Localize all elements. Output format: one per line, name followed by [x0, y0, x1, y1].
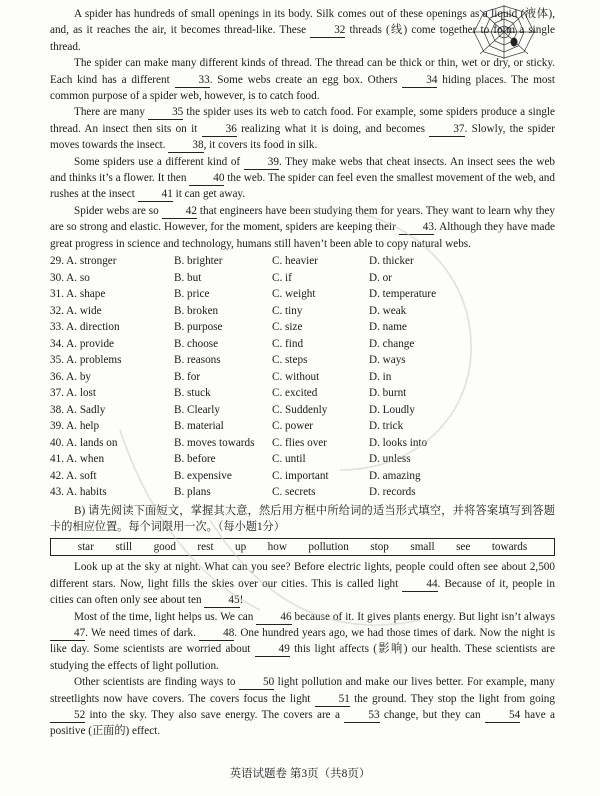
option-c: C. excited	[272, 387, 318, 400]
blank-51: 51	[315, 693, 350, 707]
option-b: B. choose	[174, 337, 219, 350]
text-segment: . Although they have made great progress in science and technology, humans still haven’t been able to copy natural webs.	[50, 221, 556, 250]
option-c: C. heavier	[272, 255, 318, 268]
option-a: 35. A. problems	[50, 354, 122, 367]
b-paragraph-3	[50, 674, 555, 740]
blank-33: 33	[175, 74, 210, 88]
option-b: B. Clearly	[174, 403, 220, 416]
option-b: B. price	[174, 288, 210, 301]
text-segment: !	[239, 594, 244, 607]
option-b: B. stuck	[174, 387, 211, 400]
text-segment: . Slowly, the spider moves towards the insect.	[50, 122, 555, 152]
option-b: B. plans	[174, 486, 211, 499]
page-footer: 英语试题卷 第3页（共8页）	[229, 768, 371, 780]
blank-41: 41	[138, 188, 173, 202]
text-segment: it can get away.	[172, 188, 246, 201]
paragraph-4	[50, 154, 555, 203]
option-a: 36. A. by	[50, 370, 92, 383]
option-c: C. size	[272, 321, 303, 334]
option-b: B. but	[174, 271, 202, 284]
word-box-item: up	[235, 541, 247, 554]
text-segment: that engineers have been studying them for years. They want to learn why they are so strong and elastic. However, for the moment, spiders are keeping their	[50, 204, 555, 234]
option-row	[50, 369, 555, 386]
option-a: 31. A. shape	[50, 288, 106, 301]
option-row	[50, 484, 555, 501]
options-table	[50, 253, 555, 501]
option-b: B. purpose	[174, 321, 223, 334]
option-b: B. expensive	[174, 469, 232, 482]
option-row	[50, 435, 555, 452]
paragraph-5	[50, 203, 555, 252]
option-a: 41. A. when	[50, 453, 105, 466]
option-b: B. before	[174, 453, 216, 466]
word-box-item: see	[456, 541, 471, 554]
option-b: B. for	[174, 370, 201, 383]
section-b-instructions: B) 请先阅读下面短文，掌握其大意，然后用方框中所给词的适当形式填空，并将答案填写到答题卡的相应位置。每个词限用一次。（每小题1分）	[50, 504, 555, 533]
option-b: B. reasons	[174, 354, 221, 367]
option-row	[50, 418, 555, 435]
option-c: C. weight	[272, 288, 316, 301]
option-d: D. thicker	[369, 255, 414, 268]
option-a: 29. A. stronger	[50, 255, 117, 268]
blank-35: 35	[148, 106, 183, 120]
option-a: 37. A. lost	[50, 387, 97, 400]
text-segment: There are many	[74, 106, 149, 119]
option-row	[50, 451, 555, 468]
option-row	[50, 270, 555, 287]
option-b: B. brighter	[174, 255, 223, 268]
paragraph-1	[50, 6, 555, 55]
option-d: D. records	[369, 486, 416, 499]
blank-50: 50	[239, 676, 274, 690]
option-d: D. name	[369, 321, 407, 334]
text-segment: Some spiders use a different kind of	[74, 155, 244, 168]
blank-32: 32	[310, 24, 345, 38]
paragraph-2	[50, 55, 555, 104]
text-segment: Spider webs are so	[74, 204, 162, 217]
text-segment: realizing what it is doing, and becomes	[236, 122, 430, 135]
text-segment: . We need times of dark.	[85, 627, 200, 640]
option-c: C. secrets	[272, 486, 316, 499]
option-d: D. Loudly	[369, 403, 415, 416]
option-row	[50, 468, 555, 485]
option-c: C. until	[272, 453, 306, 466]
blank-44: 44	[402, 578, 437, 592]
option-row	[50, 303, 555, 320]
blank-36: 36	[202, 123, 237, 137]
text-segment: , it covers its food in silk.	[203, 139, 318, 152]
text-segment: this light affects (影响) our health. These scientists are studying the effects of light pollution.	[50, 643, 555, 672]
text-segment: The spider can make many different kinds of thread. The thread can be thick or thin, wet or dry, or sticky. Each kind has a different	[50, 57, 555, 86]
option-c: C. Suddenly	[272, 403, 328, 416]
text-segment: the spider uses its web to catch food. For example, some spiders produce a single thread. An insect then sits on it	[50, 106, 555, 135]
text-segment: have a positive (正面的) effect.	[50, 709, 556, 738]
text-segment: threads (线) come together to form a single thread.	[50, 24, 556, 53]
text-segment: Most of the time, light helps us. We can	[74, 610, 257, 623]
option-d: D. trick	[369, 420, 404, 433]
option-d: D. amazing	[369, 469, 421, 482]
option-row	[50, 319, 555, 336]
option-d: D. or	[369, 271, 392, 284]
option-row	[50, 402, 555, 419]
option-d: D. temperature	[369, 288, 437, 301]
option-d: D. burnt	[369, 387, 407, 400]
word-box-item: pollution	[308, 541, 349, 554]
word-box-item: stop	[370, 541, 389, 554]
blank-34: 34	[402, 74, 437, 88]
word-box-item: still	[115, 541, 133, 554]
blank-53: 53	[344, 709, 379, 723]
option-a: 42. A. soft	[50, 469, 97, 482]
text-segment: . They make webs that cheat insects. An insect sees the web and thinks it’s a flower. It then	[50, 155, 556, 185]
option-a: 34. A. provide	[50, 337, 115, 350]
option-d: D. unless	[369, 453, 411, 466]
option-b: B. moves towards	[174, 436, 255, 449]
exam-page	[50, 6, 555, 740]
option-b: B. material	[174, 420, 224, 433]
blank-48: 48	[199, 627, 234, 641]
b-paragraph-2	[50, 609, 555, 675]
blank-46: 46	[256, 611, 291, 625]
option-c: C. find	[272, 337, 304, 350]
option-b: B. broken	[174, 304, 219, 317]
blank-45: 45	[204, 594, 239, 608]
word-box-item: rest	[197, 541, 214, 554]
option-a: 33. A. direction	[50, 321, 120, 334]
option-c: C. if	[272, 271, 292, 284]
blank-42: 42	[162, 205, 197, 219]
blank-47: 47	[50, 627, 85, 641]
word-box	[50, 538, 555, 556]
option-a: 43. A. habits	[50, 486, 107, 499]
option-row	[50, 385, 555, 402]
blank-49: 49	[255, 643, 290, 657]
blank-40: 40	[189, 172, 224, 186]
word-box-item: good	[153, 541, 176, 554]
option-d: D. weak	[369, 304, 407, 317]
paragraph-3	[50, 104, 555, 153]
blank-54: 54	[485, 709, 520, 723]
option-row	[50, 253, 555, 270]
word-box-item: star	[77, 541, 94, 554]
option-c: C. tiny	[272, 304, 303, 317]
option-d: D. change	[369, 337, 415, 350]
option-d: D. looks into	[369, 436, 428, 449]
option-d: D. in	[369, 370, 392, 383]
text-segment: change, but they can	[379, 709, 485, 722]
option-c: C. power	[272, 420, 314, 433]
option-row	[50, 352, 555, 369]
option-d: D. ways	[369, 354, 406, 367]
text-segment: because of it. It gives plants energy. But light isn’t always	[291, 610, 555, 623]
option-row	[50, 286, 555, 303]
text-segment: hiding places. The most common purpose of a spider web, however, is to catch food.	[50, 73, 555, 103]
text-segment: A spider has hundreds of small openings in its body. Silk comes out of these openings as a liquid (液体), and, as it reaches the air, it becomes thread-like. These	[50, 8, 555, 37]
option-a: 30. A. so	[50, 271, 90, 284]
text-segment: . Some webs create an egg box. Others	[209, 73, 403, 86]
blank-39: 39	[244, 156, 279, 170]
blank-37: 37	[429, 123, 464, 137]
option-a: 32. A. wide	[50, 304, 102, 317]
text-segment: the web. The spider can feel even the smallest movement of the web, and rushes at the insect	[50, 172, 555, 201]
text-segment: the ground. They stop the light from going	[349, 692, 555, 705]
option-row	[50, 336, 555, 353]
option-a: 38. A. Sadly	[50, 403, 106, 416]
word-box-item: how	[267, 541, 287, 554]
blank-43: 43	[399, 221, 434, 235]
option-c: C. important	[272, 469, 329, 482]
option-a: 39. A. help	[50, 420, 100, 433]
b-paragraph-1	[50, 559, 555, 608]
blank-52: 52	[50, 709, 85, 723]
text-segment: . One hundred years ago, we had those times of dark. Now the night is like day. Some scientists are worried about	[50, 627, 555, 656]
word-box-item: small	[410, 541, 435, 554]
text-segment: Other scientists are finding ways to	[74, 676, 239, 689]
word-box-item: towards	[491, 541, 528, 554]
text-segment: . Because of it, people in cities can often only see about ten	[50, 577, 555, 607]
option-c: C. steps	[272, 354, 308, 367]
text-segment: into the sky. They also save energy. The covers are a	[85, 709, 345, 722]
blank-38: 38	[168, 139, 203, 153]
text-segment: Look up at the sky at night. What can you see? Before electric lights, people could often see about 2,500 different stars. Now, light fills the skies over our cities. This is called light	[50, 561, 555, 590]
option-c: C. without	[272, 370, 320, 383]
option-a: 40. A. lands on	[50, 436, 118, 449]
option-c: C. flies over	[272, 436, 327, 449]
text-segment: light pollution and make our lives better. For example, many streetlights now have covers. The covers focus the light	[50, 676, 555, 705]
